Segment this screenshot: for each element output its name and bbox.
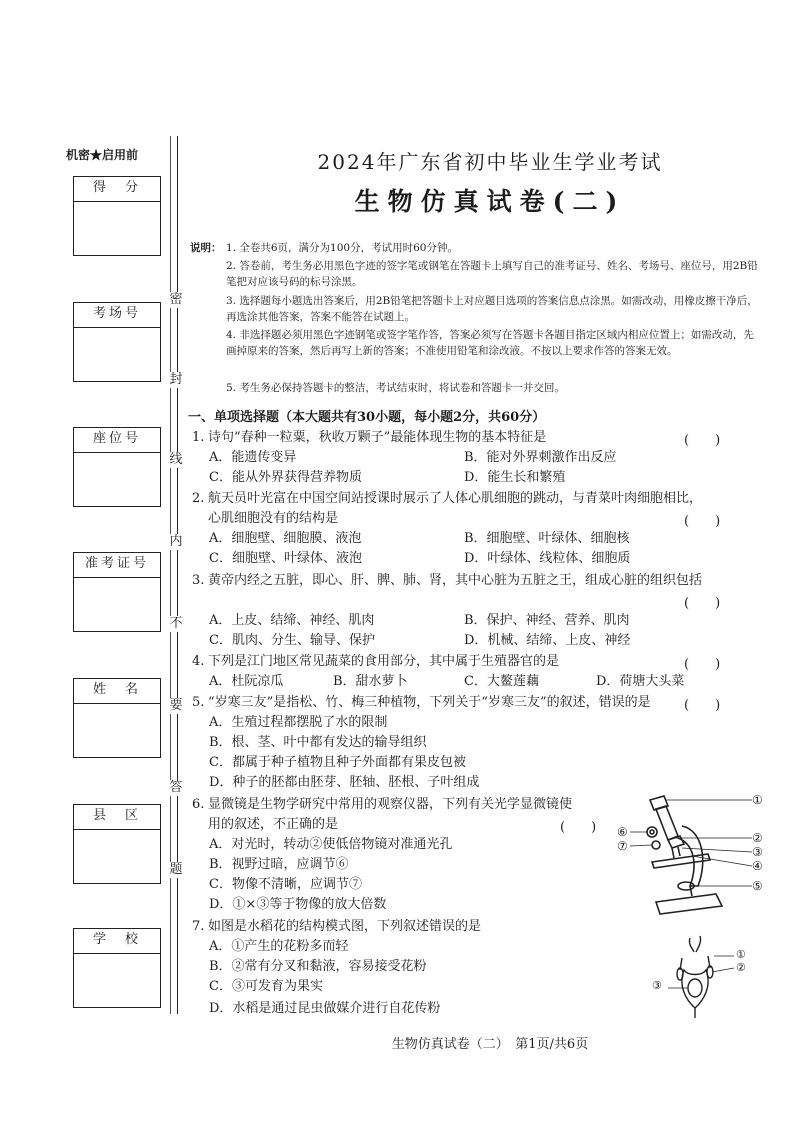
option-a: A．生殖过程都摆脱了水的限制: [209, 715, 388, 730]
microscope-label-7: ⑦: [617, 839, 628, 853]
option-b: B．视野过暗，应调节⑥: [209, 857, 349, 872]
exam-room-box-label: 考场号: [92, 306, 141, 321]
question-stem: 黄帝内经之五脏，即心、肝、脾、肺、肾，其中心脏为五脏之王，组成心脏的组织包括: [208, 573, 703, 588]
question-number: 1.: [192, 430, 205, 445]
microscope-label-3: ③: [752, 845, 763, 859]
option-d: D．种子的胚都由胚芽、胚轴、胚根、子叶组成: [209, 775, 480, 790]
question-stem: 如图是水稻花的结构模式图，下列叙述错误的是: [208, 919, 482, 934]
question-stem: “岁寒三友”是指松、竹、梅三种植物，下列关于“岁寒三友”的叙述，错误的是: [208, 695, 651, 710]
microscope-label-6: ⑥: [617, 825, 628, 839]
instruction-item: 1. 全卷共6页，满分为100分，考试用时60分钟。: [226, 242, 458, 254]
question-stem-continued: 心肌细胞没有的结构是: [208, 511, 339, 526]
seal-line: [177, 136, 178, 1014]
option-a: A．①产生的花粉多而轻: [209, 939, 349, 954]
option-b: B．保护、神经、营养、肌肉: [464, 613, 630, 628]
option-d: D．机械、结缔、上皮、神经: [464, 633, 631, 648]
option-d: D．①×③等于物像的放大倍数: [209, 897, 387, 912]
exam-title: 2024年广东省初中毕业生学业考试: [317, 150, 663, 174]
confidential-label: 机密★启用前: [66, 148, 139, 162]
question-number: 2.: [192, 491, 205, 506]
microscope-label-5: ⑤: [752, 879, 763, 893]
school-box: [73, 928, 161, 1008]
admission-number-box-label: 准考证号: [84, 556, 149, 571]
question-number: 7.: [192, 919, 205, 934]
name-box: [73, 678, 161, 758]
option-c: C．肌肉、分生、输导、保护: [209, 633, 375, 648]
microscope-label-4: ④: [752, 859, 763, 873]
seal-char: 内: [169, 534, 183, 549]
answer-parentheses: ( ): [684, 433, 721, 448]
seal-char: 题: [169, 862, 183, 877]
name-box-label: 姓 名: [92, 682, 141, 697]
option-c: C．物像不清晰，应调节⑦: [209, 877, 362, 892]
seal-char: 答: [169, 780, 183, 795]
question-number: 5.: [192, 695, 205, 710]
option-d: D．叶绿体、线粒体、细胞质: [464, 551, 631, 566]
flower-label-3: ③: [652, 979, 662, 992]
page-footer: 生物仿真试卷（二） 第1页/共6页: [391, 1037, 589, 1052]
microscope-figure: [612, 790, 772, 930]
seal-char: 要: [169, 698, 183, 713]
seal-char: 不: [169, 616, 183, 631]
seal-char: 密: [169, 292, 183, 307]
option-c: C．细胞壁、叶绿体、液泡: [209, 551, 362, 566]
microscope-label-1: ①: [752, 793, 763, 807]
option-a: A．对光时，转动②使低倍物镜对准通光孔: [209, 837, 453, 852]
option-b: B．②常有分叉和黏液，容易接受花粉: [209, 959, 427, 974]
seal-line-inner: [170, 136, 171, 1014]
answer-parentheses: ( ): [684, 514, 721, 529]
question-stem: 诗句“春种一粒粟，秋收万颗子”最能体现生物的基本特征是: [208, 430, 547, 445]
instruction-item: 5. 考生务必保持答题卡的整洁，考试结束时，将试卷和答题卡一并交回。: [226, 382, 565, 394]
county-box-label: 县 区: [92, 808, 141, 823]
question-stem: 显微镜是生物学研究中常用的观察仪器，下列有关光学显微镜使: [208, 797, 573, 812]
option-a: A．能遗传变异: [209, 450, 297, 465]
option-c: C．能从外界获得营养物质: [209, 470, 362, 485]
instructions-label: 说明：: [190, 242, 222, 254]
option-c: C．大鳌莲藕: [464, 674, 539, 689]
seal-char: 封: [169, 372, 183, 387]
paper-title: 生物仿真试卷(二): [354, 187, 626, 216]
question-stem: 航天员叶光富在中国空间站授课时展示了人体心肌细胞的跳动，与青菜叶肉细胞相比，: [208, 491, 703, 506]
answer-parentheses: ( ): [560, 820, 597, 835]
instruction-item: 3. 选择题每小题选出答案后，用2B铅笔把答题卡上对应题目选项的答案信息点涂黑。如需改动，用橡皮擦干净后，再选涂其他答案，答案不能答在试题上。: [226, 295, 758, 323]
option-a: A．细胞壁、细胞膜、液泡: [209, 531, 362, 546]
rice-flower-figure: [660, 930, 750, 1020]
seat-number-box: [73, 427, 161, 507]
instruction-item: 2. 答卷前，考生务必用黑色字迹的签字笔或钢笔在答题卡上填写自己的准考证号、姓名、考场号、座位号，用2B铅笔把对应该号码的标号涂黑。: [226, 260, 758, 288]
microscope-label-2: ②: [752, 831, 763, 845]
answer-parentheses: ( ): [684, 596, 721, 611]
admission-number-box: [73, 552, 161, 632]
option-c: C．③可发育为果实: [209, 979, 323, 994]
exam-room-box: [73, 302, 161, 382]
option-c: C．都属于种子植物且种子外面都有果皮包被: [209, 755, 466, 770]
option-b: B．能对外界刺激作出反应: [464, 450, 617, 465]
score-box: [73, 176, 161, 256]
option-a: A．上皮、结缔、神经、肌肉: [209, 613, 375, 628]
question-number: 3.: [192, 573, 205, 588]
question-stem-continued: 用的叙述，不正确的是: [208, 817, 339, 832]
option-a: A．杜阮凉瓜: [209, 674, 284, 689]
question-number: 4.: [192, 654, 205, 669]
option-b: B．细胞壁、叶绿体、细胞核: [464, 531, 630, 546]
section-title: 一、单项选择题（本大题共有30小题，每小题2分，共60分）: [188, 410, 546, 425]
question-stem: 下列是江门地区常见蔬菜的食用部分，其中属于生殖器官的是: [208, 654, 560, 669]
seat-number-box-label: 座位号: [92, 431, 141, 446]
flower-label-2: ②: [736, 961, 746, 974]
option-d: D．荷塘大头菜: [596, 674, 685, 689]
flower-label-1: ①: [736, 948, 746, 961]
option-b: B．根、茎、叶中都有发达的输导组织: [209, 735, 427, 750]
instruction-item: 4. 非选择题必须用黑色字迹钢笔或签字笔作答，答案必须写在答题卡各题目指定区域内相应位置上；如需改动，先画掉原来的答案，然后再写上新的答案；不准使用铅笔和涂改液。不按以上要求作答的答案无效。: [226, 329, 754, 357]
score-box-label: 得 分: [92, 180, 141, 195]
answer-parentheses: ( ): [684, 657, 721, 672]
question-number: 6.: [192, 797, 205, 812]
answer-parentheses: ( ): [684, 698, 721, 713]
option-d: D．水稻是通过昆虫做媒介进行自花传粉: [209, 1001, 441, 1016]
option-b: B．甜水萝卜: [333, 674, 408, 689]
school-box-label: 学 校: [92, 932, 141, 947]
option-d: D．能生长和繁殖: [464, 470, 566, 485]
county-box: [73, 804, 161, 884]
seal-char: 线: [169, 452, 183, 467]
